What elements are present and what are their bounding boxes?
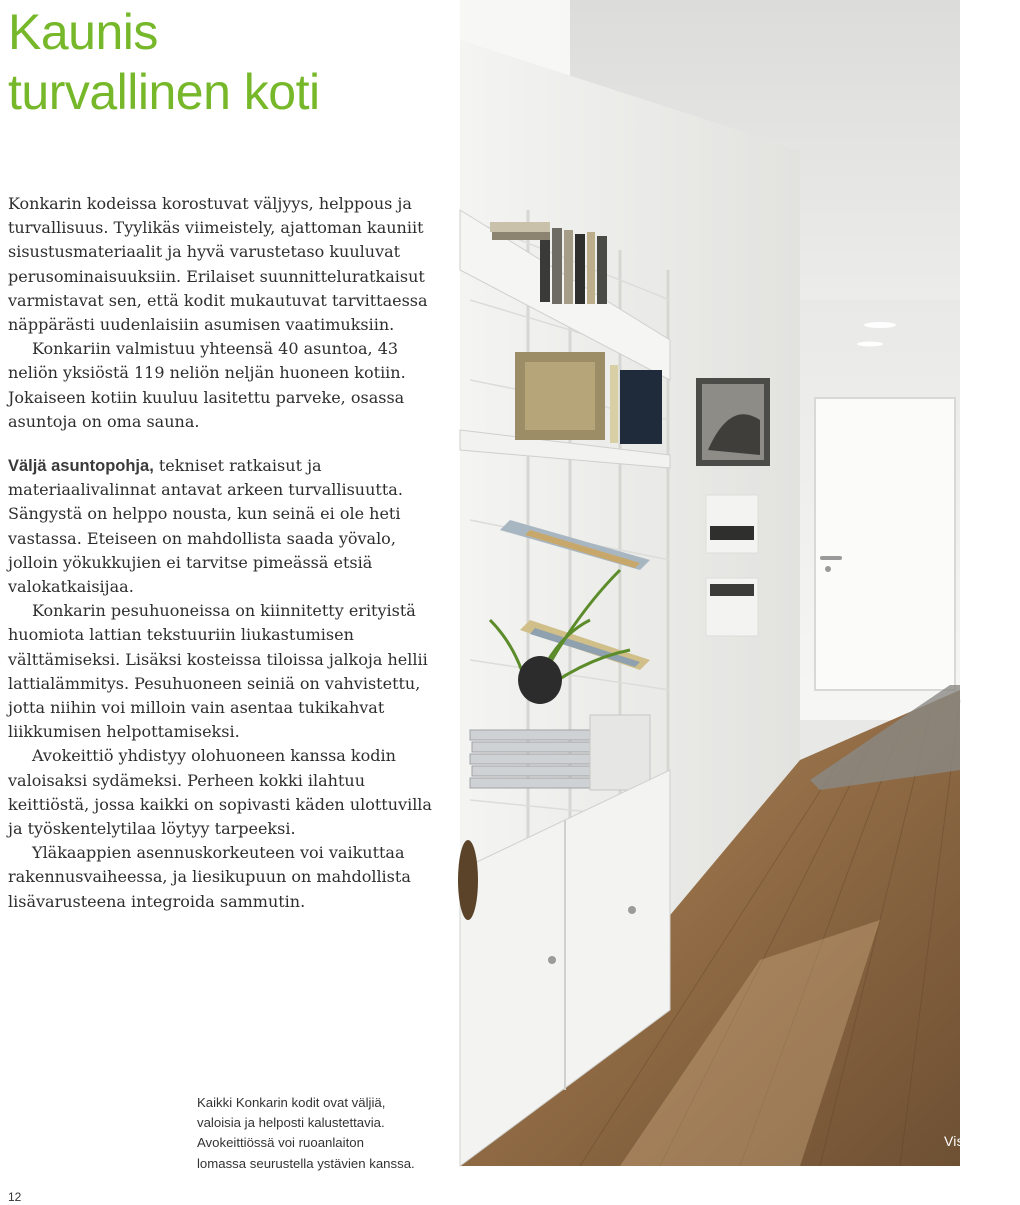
caption-line-4: lomassa seurustella ystävien kanssa. — [197, 1155, 415, 1171]
page-title — [8, 2, 320, 122]
section-heading: Väljä asuntopohja, — [8, 457, 154, 476]
photo-caption — [197, 1093, 437, 1174]
section-paragraph-1-text: tekniset ratkaisut ja materiaalivalinnat antavat arkeen turvallisuutta. Sängystä on helppo nousta, kun seinä ei ole heti vastassa. Eteiseen on mahdollista saada yövalo, jolloin yökukkujien ei tarvitse pimeässä etsiä valokatkaisijaa. — [8, 456, 403, 597]
photo-credit: Visualisointi — [944, 1133, 1020, 1149]
page-title-line-2: turvallinen koti — [8, 64, 320, 120]
interior-illustration — [460, 0, 960, 1166]
caption-line-1: Kaikki Konkarin kodit ovat väljiä, — [197, 1095, 386, 1110]
interior-photo — [460, 0, 1020, 1166]
body-text — [8, 192, 438, 914]
intro-paragraph-2: Konkariin valmistuu yhteensä 40 asuntoa, 43 neliön yksiöstä 119 neliön neljän huoneen kotiin. Jokaiseen kotiin kuuluu lasitettu parveke, osassa asuntoja on oma sauna. — [8, 339, 406, 431]
page-number: 12 — [8, 1190, 22, 1204]
caption-line-2: valoisia ja helposti kalustettavia. — [197, 1115, 385, 1131]
page-title-line-1: Kaunis — [8, 4, 158, 60]
intro-paragraph-1: Konkarin kodeissa korostuvat väljyys, helppous ja turvallisuus. Tyylikäs viimeistely, ajattoman kauniit sisustusmateriaalit ja hyvä varustetaso kuuluvat perusominaisuuksiin. Erilaiset suunnitteluratkaisut varmistavat sen, että kodit mukautuvat tarvittaessa näppärästi uudenlaisiin asumisen vaatimuksiin. — [8, 194, 428, 335]
section-paragraph-1 — [8, 454, 438, 599]
caption-line-3: Avokeittiössä voi ruoanlaiton — [197, 1135, 364, 1151]
section-paragraph-3: Avokeittiö yhdistyy olohuoneen kanssa kodin valoisaksi sydämeksi. Perheen kokki ilahtuu keittiöstä, jossa kaikki on sopivasti käden ulottuvilla ja työskentelytilaa löytyy tarpeeksi. — [8, 746, 432, 839]
section-paragraph-4: Yläkaappien asennuskorkeuteen voi vaikuttaa rakennusvaiheessa, ja liesikupuun on mahdollista lisävarusteena integroida sammutin. — [8, 843, 411, 911]
section-paragraph-2: Konkarin pesuhuoneissa on kiinnitetty erityistä huomiota lattian tekstuuriin liukastumisen välttämiseksi. Lisäksi kosteissa tiloissa jalkoja hellii lattialämmitys. Pesuhuoneen seiniä on vahvistettu, jotta niihin voi milloin vain asentaa tukikahvat liikkumisen helpottamiseksi. — [8, 601, 428, 742]
